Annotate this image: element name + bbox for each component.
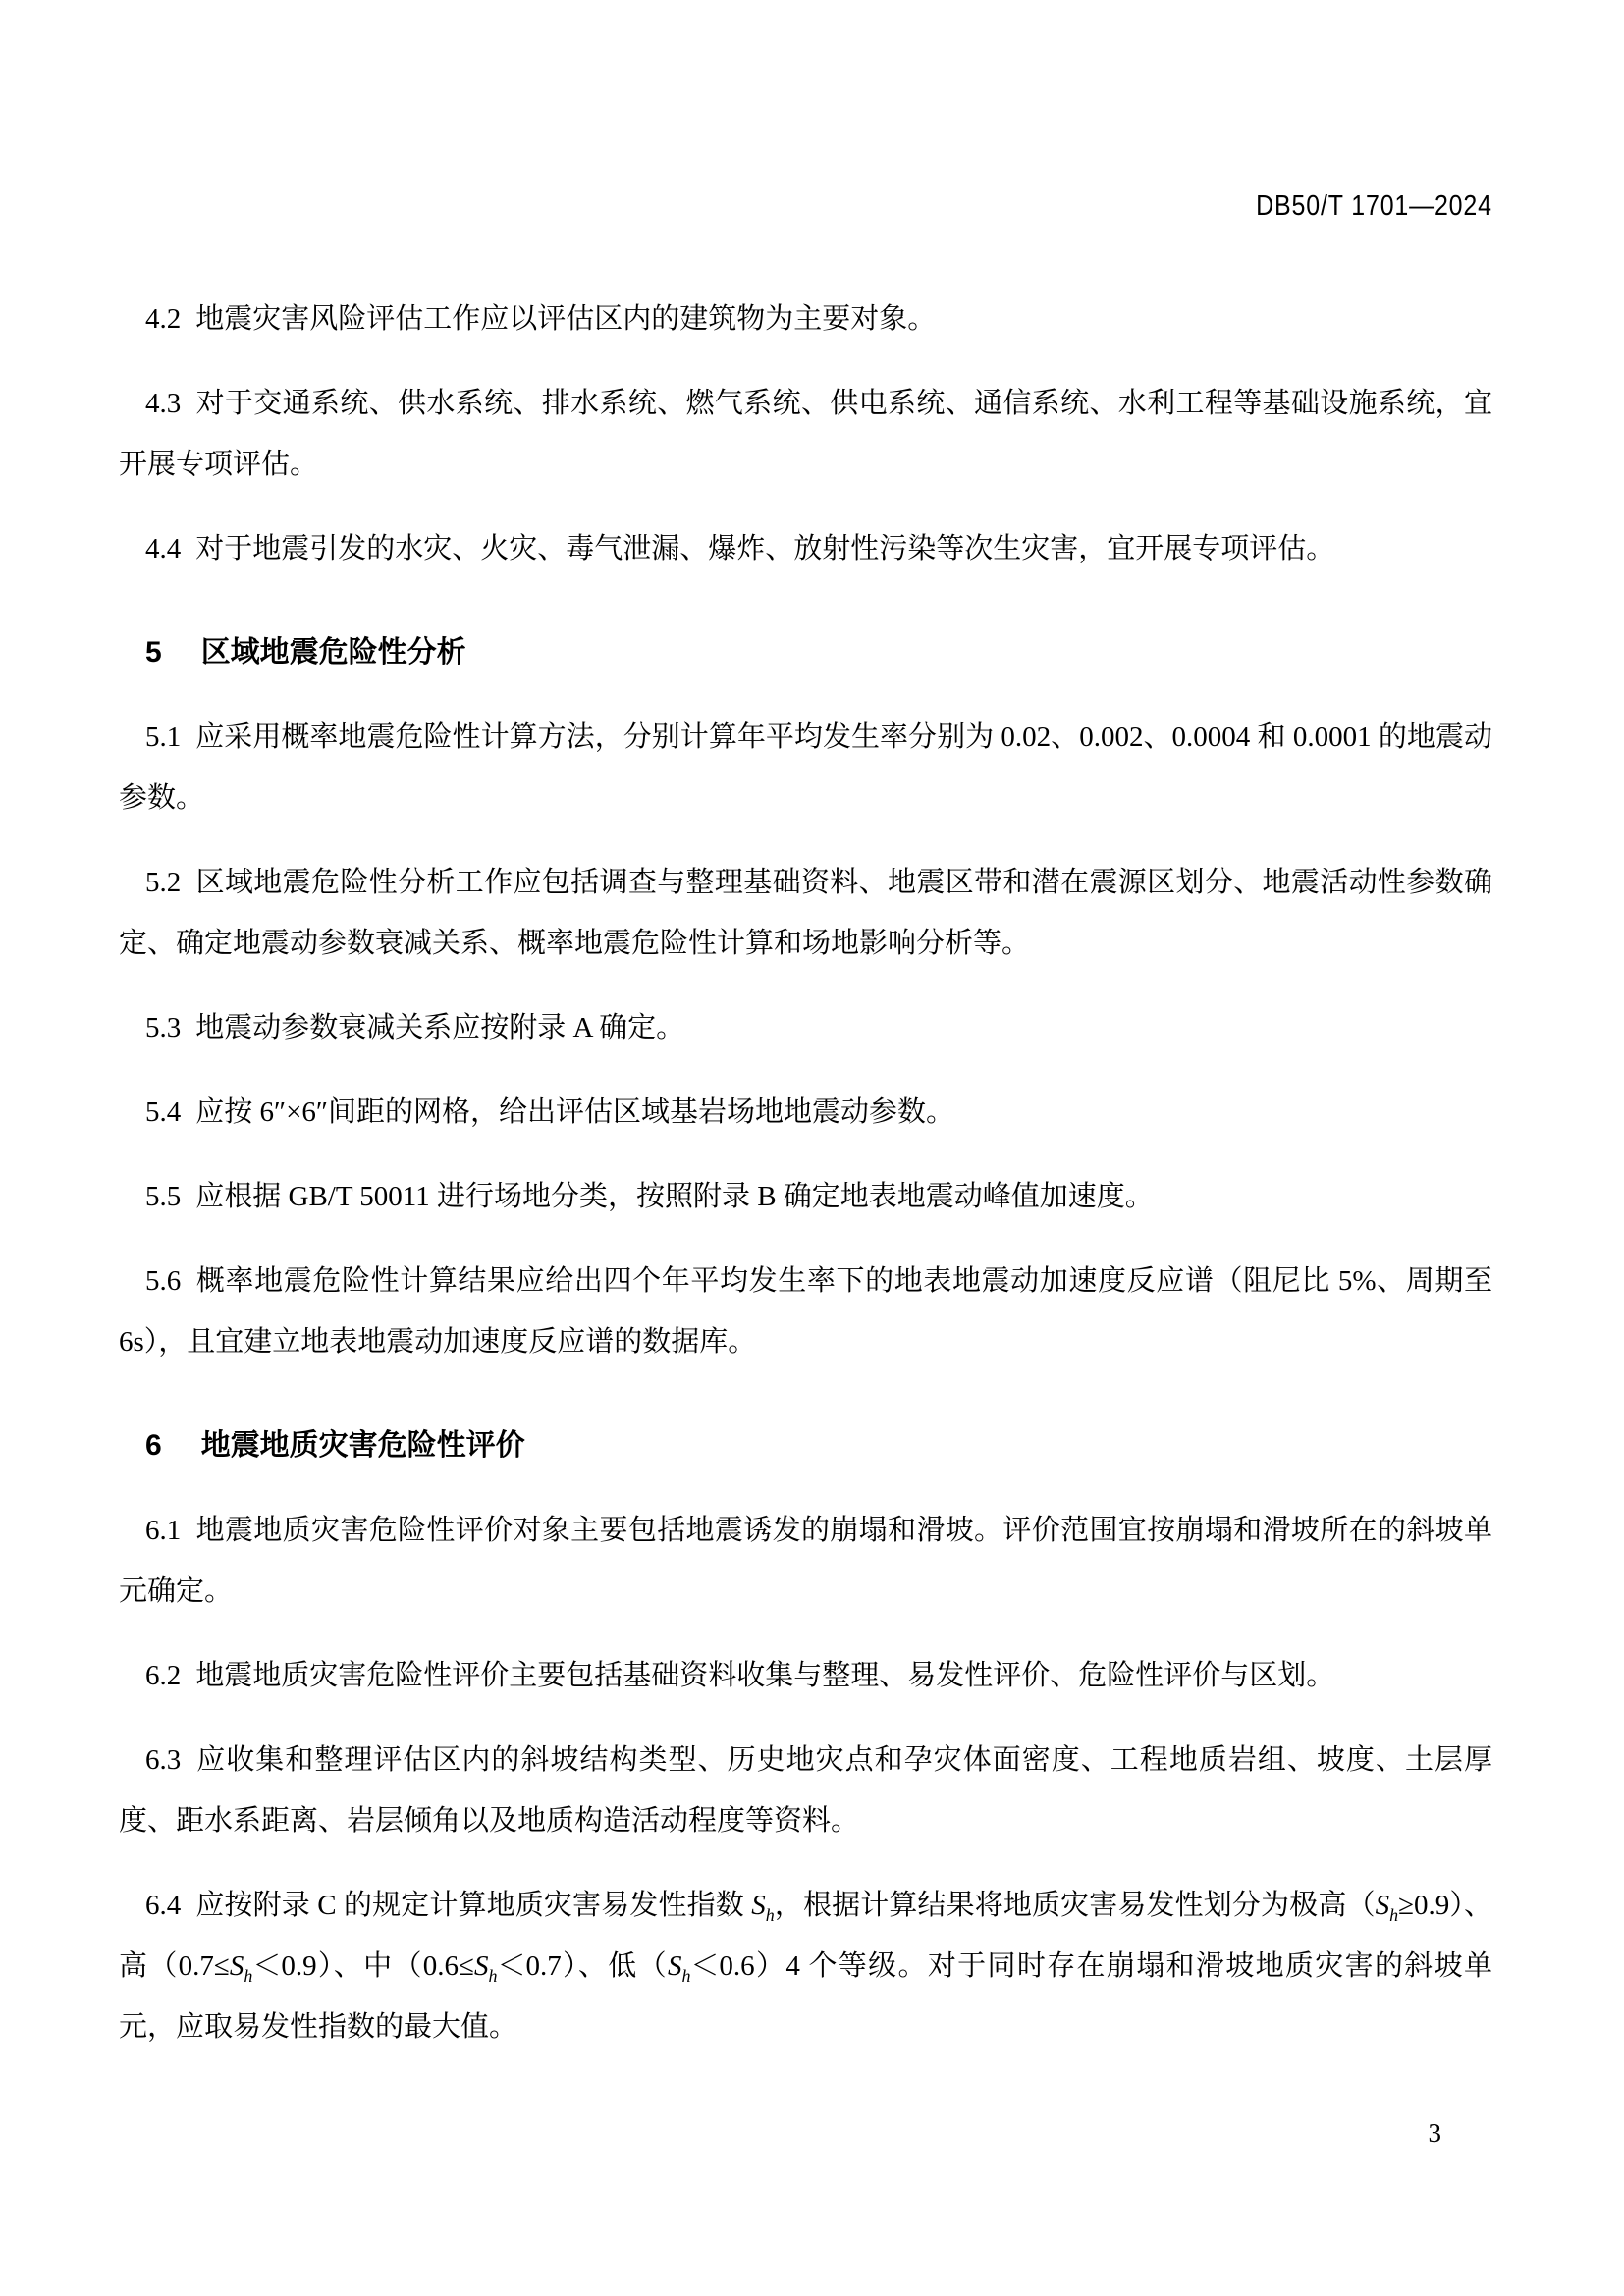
- clause: [119, 1875, 1492, 2057]
- clause-number: 6.3: [145, 1744, 182, 1776]
- clause-number: 4.4: [145, 533, 182, 564]
- clause-number: 6.4: [145, 1890, 182, 1921]
- clause-number: 4.2: [145, 303, 182, 335]
- clause-number: 5.3: [145, 1012, 182, 1043]
- section-heading: [119, 622, 1492, 683]
- clause: [119, 373, 1492, 495]
- clause-text: 地震灾害风险评估工作应以评估区内的建筑物为主要对象。: [195, 303, 937, 335]
- clause-number: 6.1: [145, 1515, 182, 1546]
- clause-text: S: [229, 1950, 244, 1982]
- clause-text: ＜0.7）、低（: [497, 1950, 668, 1982]
- clause-number: 5.4: [145, 1096, 182, 1128]
- clause-text: h: [488, 1965, 498, 1986]
- clause-number: 4.3: [145, 388, 182, 419]
- clause: [119, 1082, 1492, 1143]
- clause-number: 5.2: [145, 867, 182, 898]
- clause-text: 对于地震引发的水灾、火灾、毒气泄漏、爆炸、放射性污染等次生灾害，宜开展专项评估。: [195, 533, 1335, 564]
- clause: [119, 1730, 1492, 1851]
- clause-text: 区域地震危险性分析工作应包括调查与整理基础资料、地震区带和潜在震源区划分、地震活动性参数确定、确定地震动参数衰减关系、概率地震危险性计算和场地影响分析等。: [119, 867, 1492, 959]
- clause-text: 地震地质灾害危险性评价对象主要包括地震诱发的崩塌和滑坡。评价范围宜按崩塌和滑坡所在的斜坡单元确定。: [119, 1515, 1492, 1607]
- clause-text: S: [473, 1950, 489, 1982]
- clause: [119, 1251, 1492, 1372]
- section-heading: [119, 1415, 1492, 1476]
- clause-text: 区域地震危险性分析: [200, 636, 466, 668]
- page-number: 3: [1428, 2118, 1441, 2148]
- clause: [119, 852, 1492, 974]
- standard-number: DB50/T 1701—2024: [1256, 190, 1492, 222]
- clause: [119, 289, 1492, 349]
- clause-text: ＜0.9）、中（0.6≤: [252, 1950, 474, 1982]
- clause-text: 应收集和整理评估区内的斜坡结构类型、历史地灾点和孕灾体面密度、工程地质岩组、坡度、土层厚度、距水系距离、岩层倾角以及地质构造活动程度等资料。: [119, 1744, 1492, 1837]
- clause-text: h: [681, 1965, 691, 1986]
- clause-text: 应根据 GB/T 50011 进行场地分类，按照附录 B 确定地表地震动峰值加速度。: [195, 1181, 1154, 1212]
- clause-number: 5.6: [145, 1265, 182, 1297]
- clause: [119, 1166, 1492, 1227]
- clause-text: 对于交通系统、供水系统、排水系统、燃气系统、供电系统、通信系统、水利工程等基础设施系统，宜开展专项评估。: [119, 388, 1492, 480]
- clause-text: 应按 6″×6″间距的网格，给出评估区域基岩场地地震动参数。: [195, 1096, 955, 1128]
- clause: [119, 707, 1492, 828]
- clause-text: 应按附录 C 的规定计算地质灾害易发性指数: [195, 1890, 752, 1921]
- clause-number: 5.1: [145, 721, 182, 753]
- clause: [119, 1500, 1492, 1622]
- clause-text: ＜0.6）4 个等级。对于同时存在崩塌和滑坡地质灾害的斜坡单元，应取易发性指数的最大值。: [119, 1950, 1492, 2043]
- clause-text: h: [244, 1965, 253, 1986]
- clause: [119, 997, 1492, 1058]
- clause-text: 地震地质灾害危险性评价主要包括基础资料收集与整理、易发性评价、危险性评价与区划。: [195, 1660, 1335, 1691]
- clause-number: 6.2: [145, 1660, 182, 1691]
- clause-text: h: [1389, 1904, 1399, 1925]
- clause-text: ≥0.9）、高（0.7≤: [119, 1890, 1492, 1982]
- clause-text: S: [751, 1890, 766, 1921]
- clause-text: 概率地震危险性计算结果应给出四个年平均发生率下的地表地震动加速度反应谱（阻尼比 5%、周期至 6s），且宜建立地表地震动加速度反应谱的数据库。: [119, 1265, 1492, 1358]
- clause-number: 6: [145, 1429, 162, 1462]
- document-body: [119, 289, 1492, 2057]
- clause-number: 5: [145, 636, 162, 668]
- clause-text: 地震地质灾害危险性评价: [200, 1429, 525, 1462]
- clause: [119, 1645, 1492, 1706]
- clause-text: S: [1375, 1890, 1390, 1921]
- clause-text: h: [765, 1904, 775, 1925]
- clause-text: ，根据计算结果将地质灾害易发性划分为极高（: [774, 1890, 1376, 1921]
- clause-text: 应采用概率地震危险性计算方法，分别计算年平均发生率分别为 0.02、0.002、0.0004 和 0.0001 的地震动参数。: [119, 721, 1492, 814]
- clause-text: 地震动参数衰减关系应按附录 A 确定。: [195, 1012, 685, 1043]
- document-header: [119, 0, 1492, 226]
- clause-number: 5.5: [145, 1181, 182, 1212]
- clause-text: S: [667, 1950, 682, 1982]
- clause: [119, 518, 1492, 579]
